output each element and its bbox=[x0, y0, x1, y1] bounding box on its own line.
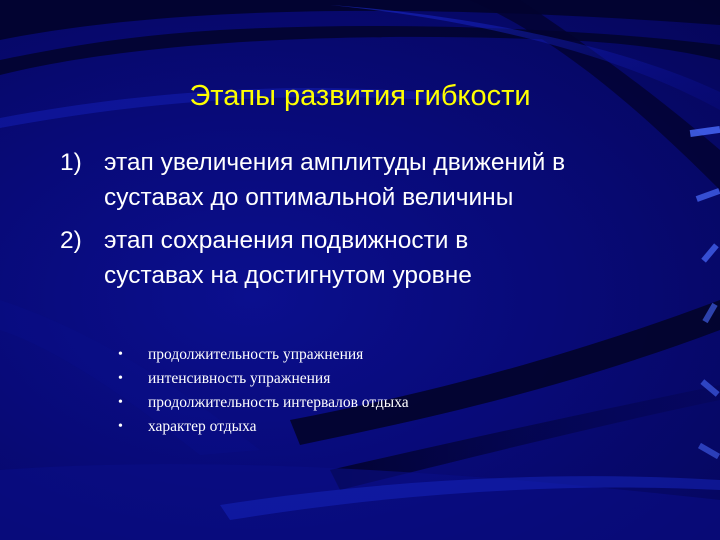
numbered-item-line: суставах на достигнутом уровне bbox=[104, 262, 472, 289]
numbered-item-line: суставах до оптимальной величины bbox=[104, 184, 514, 211]
numbered-marker: 2) bbox=[60, 227, 82, 254]
bullet-dot-icon: • bbox=[118, 419, 123, 434]
bullet-item bbox=[118, 343, 638, 367]
numbered-item-line: этап увеличения амплитуды движений в bbox=[104, 149, 566, 176]
numbered-item-1 bbox=[60, 145, 680, 215]
bullet-text: характер отдыха bbox=[148, 418, 257, 435]
numbered-item-line: этап сохранения подвижности в bbox=[104, 227, 469, 254]
bullet-text: продолжительность интервалов отдыха bbox=[148, 394, 409, 411]
bullet-item bbox=[118, 367, 638, 391]
slide-title: Этапы развития гибкости bbox=[189, 80, 531, 112]
numbered-marker: 1) bbox=[60, 149, 82, 176]
bullet-dot-icon: • bbox=[118, 395, 123, 410]
bullet-text: продолжительность упражнения bbox=[148, 346, 364, 363]
bullet-item bbox=[118, 415, 638, 439]
bullet-item bbox=[118, 391, 638, 415]
bullet-list bbox=[118, 343, 638, 439]
bullet-dot-icon: • bbox=[118, 347, 123, 362]
numbered-item-2 bbox=[60, 223, 680, 293]
bullet-text: интенсивность упражнения bbox=[148, 370, 331, 387]
numbered-list bbox=[60, 145, 680, 301]
bullet-dot-icon: • bbox=[118, 371, 123, 386]
